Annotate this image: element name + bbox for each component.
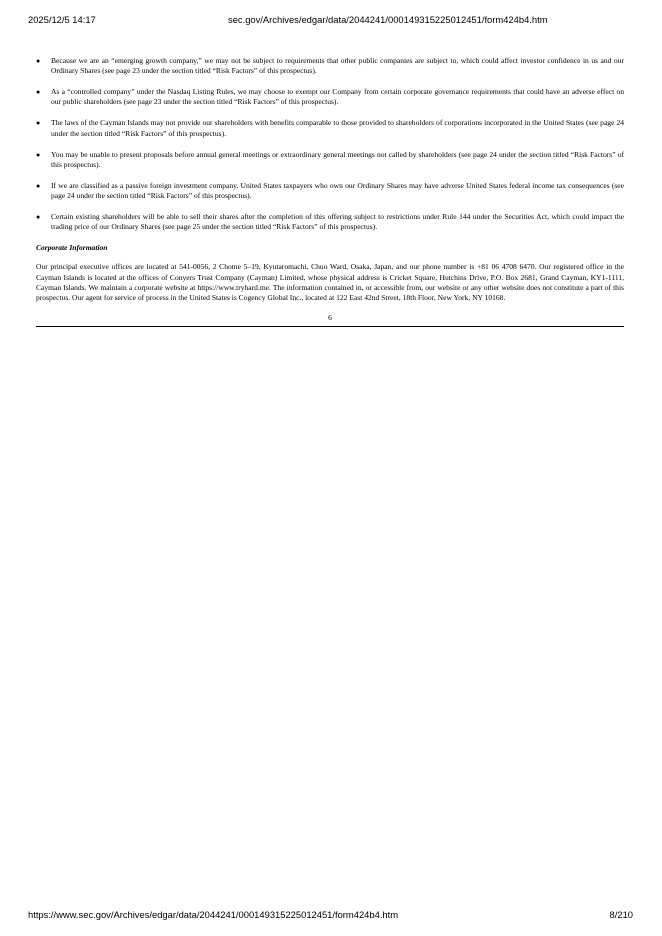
bullet-icon: ● xyxy=(36,88,41,97)
list-item-text: Certain existing shareholders will be able to sell their shares after the completion of this offering subject to restrictions under Rule 144 under the Securities Act, which could impact the trading price of our Ordinary Shares (see page 25 under the section titled “Risk Factors” of this prospectus). xyxy=(51,211,624,232)
bullet-icon: ● xyxy=(36,57,41,65)
list-item xyxy=(36,212,624,233)
print-page-count: 8/210 xyxy=(609,909,633,920)
list-item-text: The laws of the Cayman Islands may not provide our shareholders with benefits comparable to those provided to shareholders of corporations incorporated in the United States (see page 24 under the section titled “Risk Factors” of this prospectus). xyxy=(51,118,624,138)
list-item-text: If we are classified as a passive foreign investment company, United States taxpayers who own our Ordinary Shares may have adverse United States federal income tax consequences (see page 24 under the section titled “Risk Factors” of this prospectus). xyxy=(51,180,624,201)
section-heading: Corporate Information xyxy=(36,243,108,253)
list-item xyxy=(36,150,624,171)
risk-summary-list xyxy=(36,56,624,233)
bullet-icon: ● xyxy=(36,150,41,159)
bullet-icon: ● xyxy=(36,119,41,128)
print-footer xyxy=(0,909,662,923)
print-datetime: 2025/12/5 14:17 xyxy=(28,14,96,25)
list-item xyxy=(36,56,624,77)
list-item-text: As a “controlled company” under the Nasdaq Listing Rules, we may choose to exempt our Company from certain corporate governance requirements that could have an adverse effect on our public shareholders (see page 23 under the section titled “Risk Factors” of this prospectus). xyxy=(51,87,624,107)
print-header-url: sec.gov/Archives/edgar/data/2044241/000149315225012451/form424b4.htm xyxy=(228,14,548,25)
print-footer-url: https://www.sec.gov/Archives/edgar/data/2044241/000149315225012451/form424b4.htm xyxy=(28,909,399,920)
document-body xyxy=(36,56,624,327)
list-item xyxy=(36,181,624,202)
corporate-information-paragraph: Our principal executive offices are located at 541-0056, 2 Chome 5–19, Kyutaromachi, Chuo Ward, Osaka, Japan, and our phone number is +81 06 4708 6470. Our registered office in the Cayman Islands is located at the offices of Conyers Trust Company (Cayman) Limited, whose physical address is Cricket Square, Hutchins Drive, P.O. Box 2681, Grand Cayman, KY1-1111, Cayman Islands. We maintain a corporate website at https://www.tryhard.me. The information contained in, or accessible from, our website or any other website does not constitute a part of this prospectus. Our agent for service of process in the United States is Cogency Global Inc., located at 122 East 42nd Street, 18th Floor, New York, NY 10168. xyxy=(36,262,624,303)
bullet-icon: ● xyxy=(36,212,41,221)
page-divider xyxy=(36,326,624,327)
list-item xyxy=(36,87,624,108)
list-item-text: You may be unable to present proposals before annual general meetings or extraordinary general meetings not called by shareholders (see page 24 under the section titled “Risk Factors” of this prospectus). xyxy=(51,149,624,169)
list-item xyxy=(36,118,624,139)
bullet-icon: ● xyxy=(36,181,41,190)
list-item-text: Because we are an “emerging growth company,” we may not be subject to requirements that other public companies are subject to, which could affect investor confidence in us and our Ordinary Shares (see page 23 under the section titled “Risk Factors” of this prospectus). xyxy=(51,56,624,76)
print-header xyxy=(0,14,662,28)
page-number: 6 xyxy=(328,312,332,322)
